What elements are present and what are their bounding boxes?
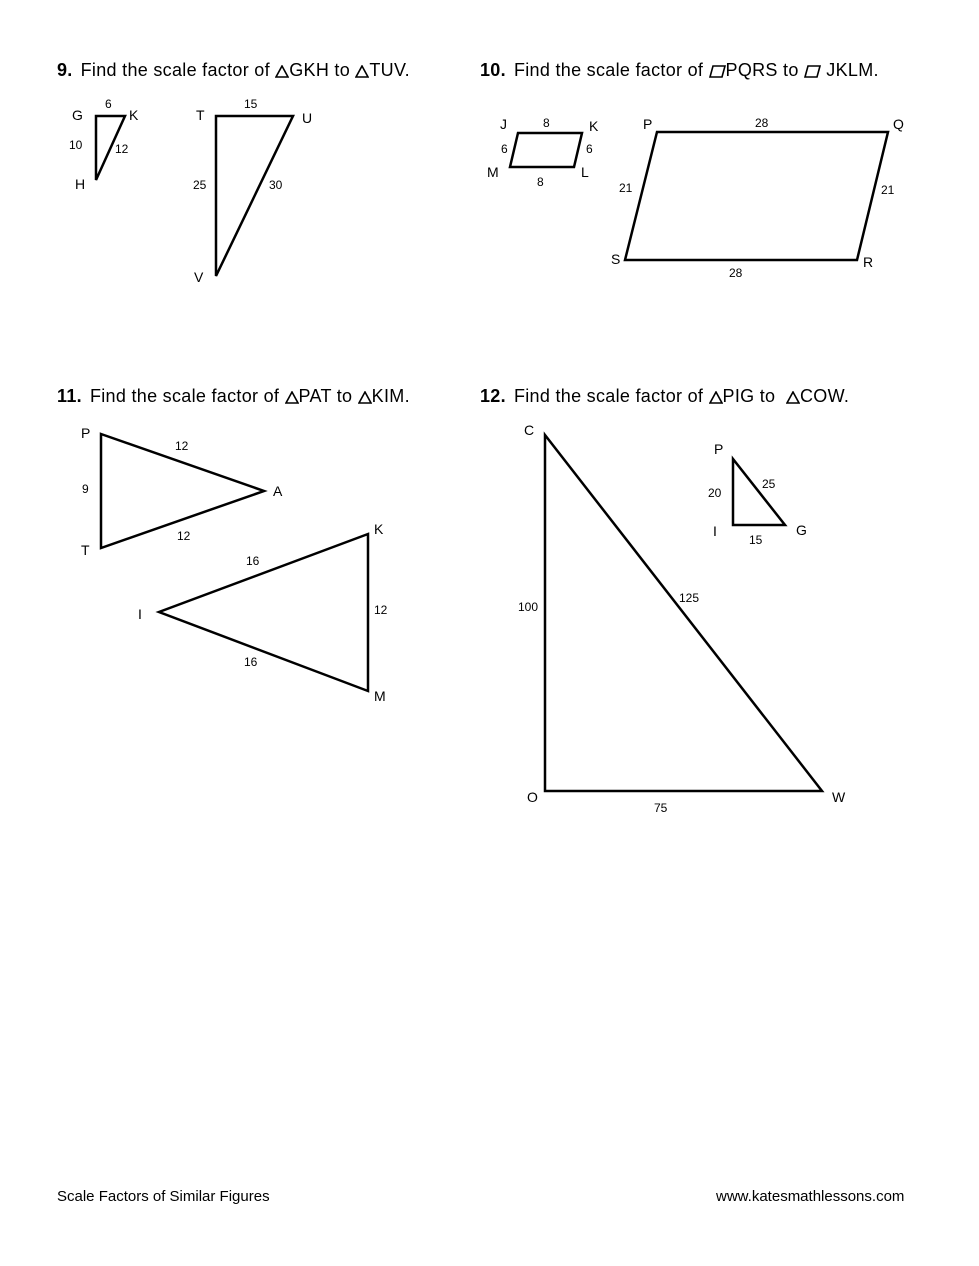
vertex-c: C [524, 422, 535, 438]
triangle-kim-shape [159, 534, 368, 691]
shape-name: JKLM [826, 60, 874, 80]
suffix: . [404, 386, 410, 406]
shape-name: COW [799, 386, 844, 406]
suffix: . [404, 60, 410, 80]
triangle-pig-shape [733, 459, 785, 525]
connector: to [331, 386, 358, 406]
footer-website: www.katesmathlessons.com [716, 1188, 905, 1205]
vertex-v: V [194, 269, 204, 285]
triangle-tuv [193, 97, 312, 285]
side-im: 16 [244, 655, 258, 669]
triangle-cow [518, 422, 846, 815]
parallelogram-pqrs [611, 116, 904, 280]
problem-number: 12. [480, 386, 506, 406]
side-pg: 25 [762, 477, 776, 491]
side-uv: 30 [269, 178, 283, 192]
side-jk: 8 [543, 116, 550, 130]
vertex-m: M [487, 164, 499, 180]
side-kl: 6 [586, 142, 593, 156]
vertex-w: W [832, 789, 846, 805]
side-pi: 20 [708, 486, 722, 500]
vertex-r: R [863, 254, 874, 270]
vertex-q: Q [893, 116, 904, 132]
problem-number: 11. [57, 386, 82, 406]
side-pa: 12 [175, 439, 189, 453]
side-co: 100 [518, 600, 539, 614]
side-tu: 15 [244, 97, 258, 111]
vertex-t: T [81, 542, 90, 558]
side-ml: 8 [537, 175, 544, 189]
side-cw: 125 [679, 591, 700, 605]
problem-number: 9. [57, 60, 73, 80]
shape-name: GKH [289, 60, 330, 80]
side-pq: 28 [755, 116, 769, 130]
side-tv: 25 [193, 178, 207, 192]
vertex-j: J [500, 116, 507, 132]
triangle-pat [81, 425, 283, 558]
vertex-i: I [713, 523, 717, 539]
problem-prefix: Find the scale factor of [80, 60, 276, 80]
vertex-g: G [72, 107, 83, 123]
vertex-g: G [796, 522, 807, 538]
triangle-pig [708, 441, 807, 547]
vertex-k: K [589, 118, 599, 134]
side-ig: 15 [749, 533, 763, 547]
side-kh: 12 [115, 142, 129, 156]
suffix: . [843, 386, 850, 406]
side-qr: 21 [881, 183, 895, 197]
shape-name: TUV [369, 60, 405, 80]
connector: to [754, 386, 786, 406]
side-gh: 10 [69, 138, 83, 152]
vertex-k: K [129, 107, 139, 123]
footer-title: Scale Factors of Similar Figures [57, 1188, 270, 1205]
side-km: 12 [374, 603, 388, 617]
triangle-cow-shape [545, 435, 822, 791]
shape-name: KIM [371, 386, 405, 406]
shape-name: PQRS [725, 60, 778, 80]
triangle-gkh [69, 97, 139, 192]
vertex-i: I [138, 606, 142, 622]
vertex-p: P [714, 441, 724, 457]
parallelogram-jklm [487, 116, 599, 189]
vertex-k: K [374, 521, 384, 537]
vertex-h: H [75, 176, 86, 192]
problem-prefix: Find the scale factor of [89, 386, 285, 406]
side-pt: 9 [82, 482, 89, 496]
vertex-a: A [273, 483, 283, 499]
side-ow: 75 [654, 801, 668, 815]
problem-prefix: Find the scale factor of [513, 60, 709, 80]
vertex-o: O [527, 789, 538, 805]
vertex-u: U [302, 110, 313, 126]
vertex-l: L [581, 164, 589, 180]
shape-name: PIG [722, 386, 755, 406]
side-jm: 6 [501, 142, 508, 156]
side-gk: 6 [105, 97, 112, 111]
vertex-p: P [643, 116, 653, 132]
vertex-t: T [196, 107, 205, 123]
triangle-kim [138, 521, 388, 704]
connector: to [777, 60, 804, 80]
shape-name: PAT [298, 386, 332, 406]
parallelogram-pqrs-shape [625, 132, 888, 260]
vertex-s: S [611, 251, 621, 267]
vertex-m: M [374, 688, 386, 704]
suffix: . [873, 60, 879, 80]
vertex-p: P [81, 425, 91, 441]
side-ta: 12 [177, 529, 191, 543]
problem-number: 10. [480, 60, 506, 80]
triangle-tuv-shape [216, 116, 293, 276]
problem-prefix: Find the scale factor of [513, 386, 709, 406]
side-ps: 21 [619, 181, 633, 195]
side-sr: 28 [729, 266, 743, 280]
parallelogram-jklm-shape [510, 133, 582, 167]
connector: to [329, 60, 356, 80]
side-ik: 16 [246, 554, 260, 568]
